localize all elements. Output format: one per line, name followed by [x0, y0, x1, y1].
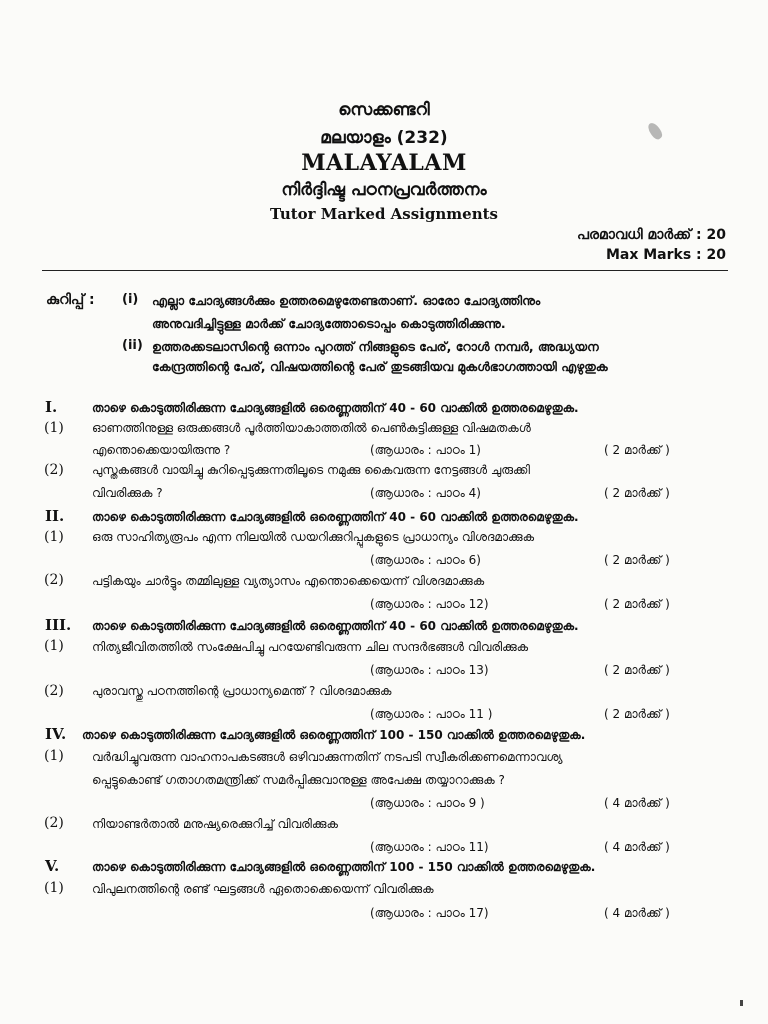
section-instruction: താഴെ കൊടുത്തിരിക്കുന്ന ചോദ്യങ്ങളിൽ ഒരെണ്ണത്തിന് 100 - 150 വാക്കിൽ ഉത്തരമെഴുതുക.	[92, 860, 596, 874]
note-item-text: ഉത്തരക്കടലാസിന്റെ ഒന്നാം പുറത്ത് നിങ്ങളുടെ പേര്, റോൾ നമ്പർ, അദ്ധ്യയന	[152, 339, 599, 354]
question-text: പുരാവസ്തു പഠനത്തിന്റെ പ്രാധാന്യമെന്ത് ? വിശദമാക്കുക	[92, 684, 392, 698]
subject-heading-ml: മലയാളം (232)	[320, 128, 448, 148]
max-marks-ml: പരമാവധി മാർക്ക് : 20	[577, 227, 726, 243]
question-number: (1)	[44, 880, 64, 896]
question-number: (2)	[44, 683, 64, 699]
question-text: പ്പെട്ടുകൊണ്ട് ഗതാഗതമന്ത്രിക്ക് സമർപ്പിക്കുവാനുള്ള അപേക്ഷ തയ്യാറാക്കുക ?	[92, 773, 505, 787]
question-number: (1)	[44, 748, 64, 764]
note-item-text: കേന്ദ്രത്തിന്റെ പേര്, വിഷയത്തിന്റെ പേര് തുടങ്ങിയവ മുകൾഭാഗത്തായി എഴുതുക	[152, 359, 608, 374]
assignment-heading-ml: നിർദ്ദിഷ്ട പഠനപ്രവർത്തനം	[281, 180, 487, 200]
note-item-text: എല്ലാ ചോദ്യങ്ങൾക്കും ഉത്തരമെഴുതേണ്ടതാണ്. ഓരോ ചോദ്യത്തിനും	[152, 293, 541, 308]
section-number: I.	[45, 398, 58, 416]
question-number: (2)	[44, 462, 64, 478]
question-marks: ( 2 മാർക്ക് )	[604, 443, 670, 457]
question-text: വർദ്ധിച്ചുവരുന്ന വാഹനാപകടങ്ങൾ ഒഴിവാക്കുന്നതിന് നടപടി സ്വീകരിക്കണമെന്നാവശ്യ	[92, 750, 563, 764]
question-text: നിത്യജീവിതത്തിൽ സംക്ഷേപിച്ചു പറയേണ്ടിവരുന്ന ചില സന്ദർഭങ്ങൾ വിവരിക്കുക	[92, 640, 529, 654]
section-number: IV.	[45, 725, 67, 743]
question-reference: (ആധാരം : പാഠം 17)	[370, 906, 489, 920]
note-item-number: (ii)	[122, 338, 143, 353]
question-text: എന്തൊക്കെയായിരുന്നു ?	[92, 443, 231, 457]
subject-heading-en: MALAYALAM	[301, 150, 467, 176]
section-number: V.	[45, 857, 60, 875]
question-reference: (ആധാരം : പാഠം 11 )	[370, 707, 493, 721]
question-reference: (ആധാരം : പാഠം 4)	[370, 486, 481, 500]
question-marks: ( 2 മാർക്ക് )	[604, 663, 670, 677]
question-reference: (ആധാരം : പാഠം 12)	[370, 597, 489, 611]
level-heading: സെക്കണ്ടറി	[338, 100, 430, 120]
question-reference: (ആധാരം : പാഠം 6)	[370, 553, 481, 567]
section-number: III.	[45, 616, 72, 634]
question-reference: (ആധാരം : പാഠം 1)	[370, 443, 481, 457]
question-marks: ( 2 മാർക്ക് )	[604, 597, 670, 611]
question-text: പുസ്തകങ്ങൾ വായിച്ചു കുറിപ്പെടുക്കുന്നതിലൂടെ നമുക്കു കൈവരുന്ന നേട്ടങ്ങൾ ചുരുക്കി	[92, 463, 530, 477]
question-number: (2)	[44, 572, 64, 588]
question-marks: ( 2 മാർക്ക് )	[604, 707, 670, 721]
section-instruction: താഴെ കൊടുത്തിരിക്കുന്ന ചോദ്യങ്ങളിൽ ഒരെണ്ണത്തിന് 40 - 60 വാക്കിൽ ഉത്തരമെഴുതുക.	[92, 401, 579, 415]
question-marks: ( 2 മാർക്ക് )	[604, 553, 670, 567]
question-marks: ( 4 മാർക്ക് )	[604, 796, 670, 810]
question-number: (1)	[44, 420, 64, 436]
max-marks-en: Max Marks : 20	[605, 247, 726, 263]
note-item-text: അനുവദിച്ചിട്ടുള്ള മാർക്ക് ചോദ്യത്തോടൊപ്പം കൊടുത്തിരിക്കുന്നു.	[152, 316, 506, 331]
header-divider	[42, 270, 728, 271]
question-text: ഓണത്തിനുള്ള ഒരുക്കങ്ങൾ പൂർത്തിയാകാത്തതിൽ പെൺകുട്ടിക്കുള്ള വിഷമതകൾ	[92, 421, 531, 435]
section-instruction: താഴെ കൊടുത്തിരിക്കുന്ന ചോദ്യങ്ങളിൽ ഒരെണ്ണത്തിന് 40 - 60 വാക്കിൽ ഉത്തരമെഴുതുക.	[92, 619, 579, 633]
question-number: (2)	[44, 815, 64, 831]
question-text: നിയാണ്ടർതാൽ മനുഷ്യരെക്കുറിച്ച് വിവരിക്കുക	[92, 817, 338, 831]
question-marks: ( 4 മാർക്ക് )	[604, 906, 670, 920]
question-reference: (ആധാരം : പാഠം 13)	[370, 663, 489, 677]
question-reference: (ആധാരം : പാഠം 9 )	[370, 796, 485, 810]
section-instruction: താഴെ കൊടുത്തിരിക്കുന്ന ചോദ്യങ്ങളിൽ ഒരെണ്ണത്തിന് 100 - 150 വാക്കിൽ ഉത്തരമെഴുതുക.	[82, 728, 586, 742]
question-text: വിവരിക്കുക ?	[92, 486, 163, 500]
question-number: (1)	[44, 638, 64, 654]
scan-dot	[740, 1000, 743, 1006]
assignment-heading-en: Tutor Marked Assignments	[270, 205, 498, 223]
section-number: II.	[45, 507, 65, 525]
question-text: ഒരു സാഹിത്യരൂപം എന്ന നിലയിൽ ഡയറിക്കുറിപ്പുകളുടെ പ്രാധാന്യം വിശദമാക്കുക	[92, 530, 535, 544]
question-text: വിപുലനത്തിന്റെ രണ്ട് ഘട്ടങ്ങൾ ഏതൊക്കെയെന്ന് വിവരിക്കുക	[92, 882, 434, 896]
note-label: കുറിപ്പ് :	[46, 292, 95, 308]
note-item-number: (i)	[122, 292, 139, 307]
question-marks: ( 4 മാർക്ക് )	[604, 840, 670, 854]
section-instruction: താഴെ കൊടുത്തിരിക്കുന്ന ചോദ്യങ്ങളിൽ ഒരെണ്ണത്തിന് 40 - 60 വാക്കിൽ ഉത്തരമെഴുതുക.	[92, 510, 579, 524]
question-reference: (ആധാരം : പാഠം 11)	[370, 840, 489, 854]
question-number: (1)	[44, 529, 64, 545]
question-text: പട്ടികയും ചാർട്ടും തമ്മിലുള്ള വ്യത്യാസം എന്തൊക്കെയെന്ന് വിശദമാക്കുക	[92, 574, 485, 588]
question-marks: ( 2 മാർക്ക് )	[604, 486, 670, 500]
